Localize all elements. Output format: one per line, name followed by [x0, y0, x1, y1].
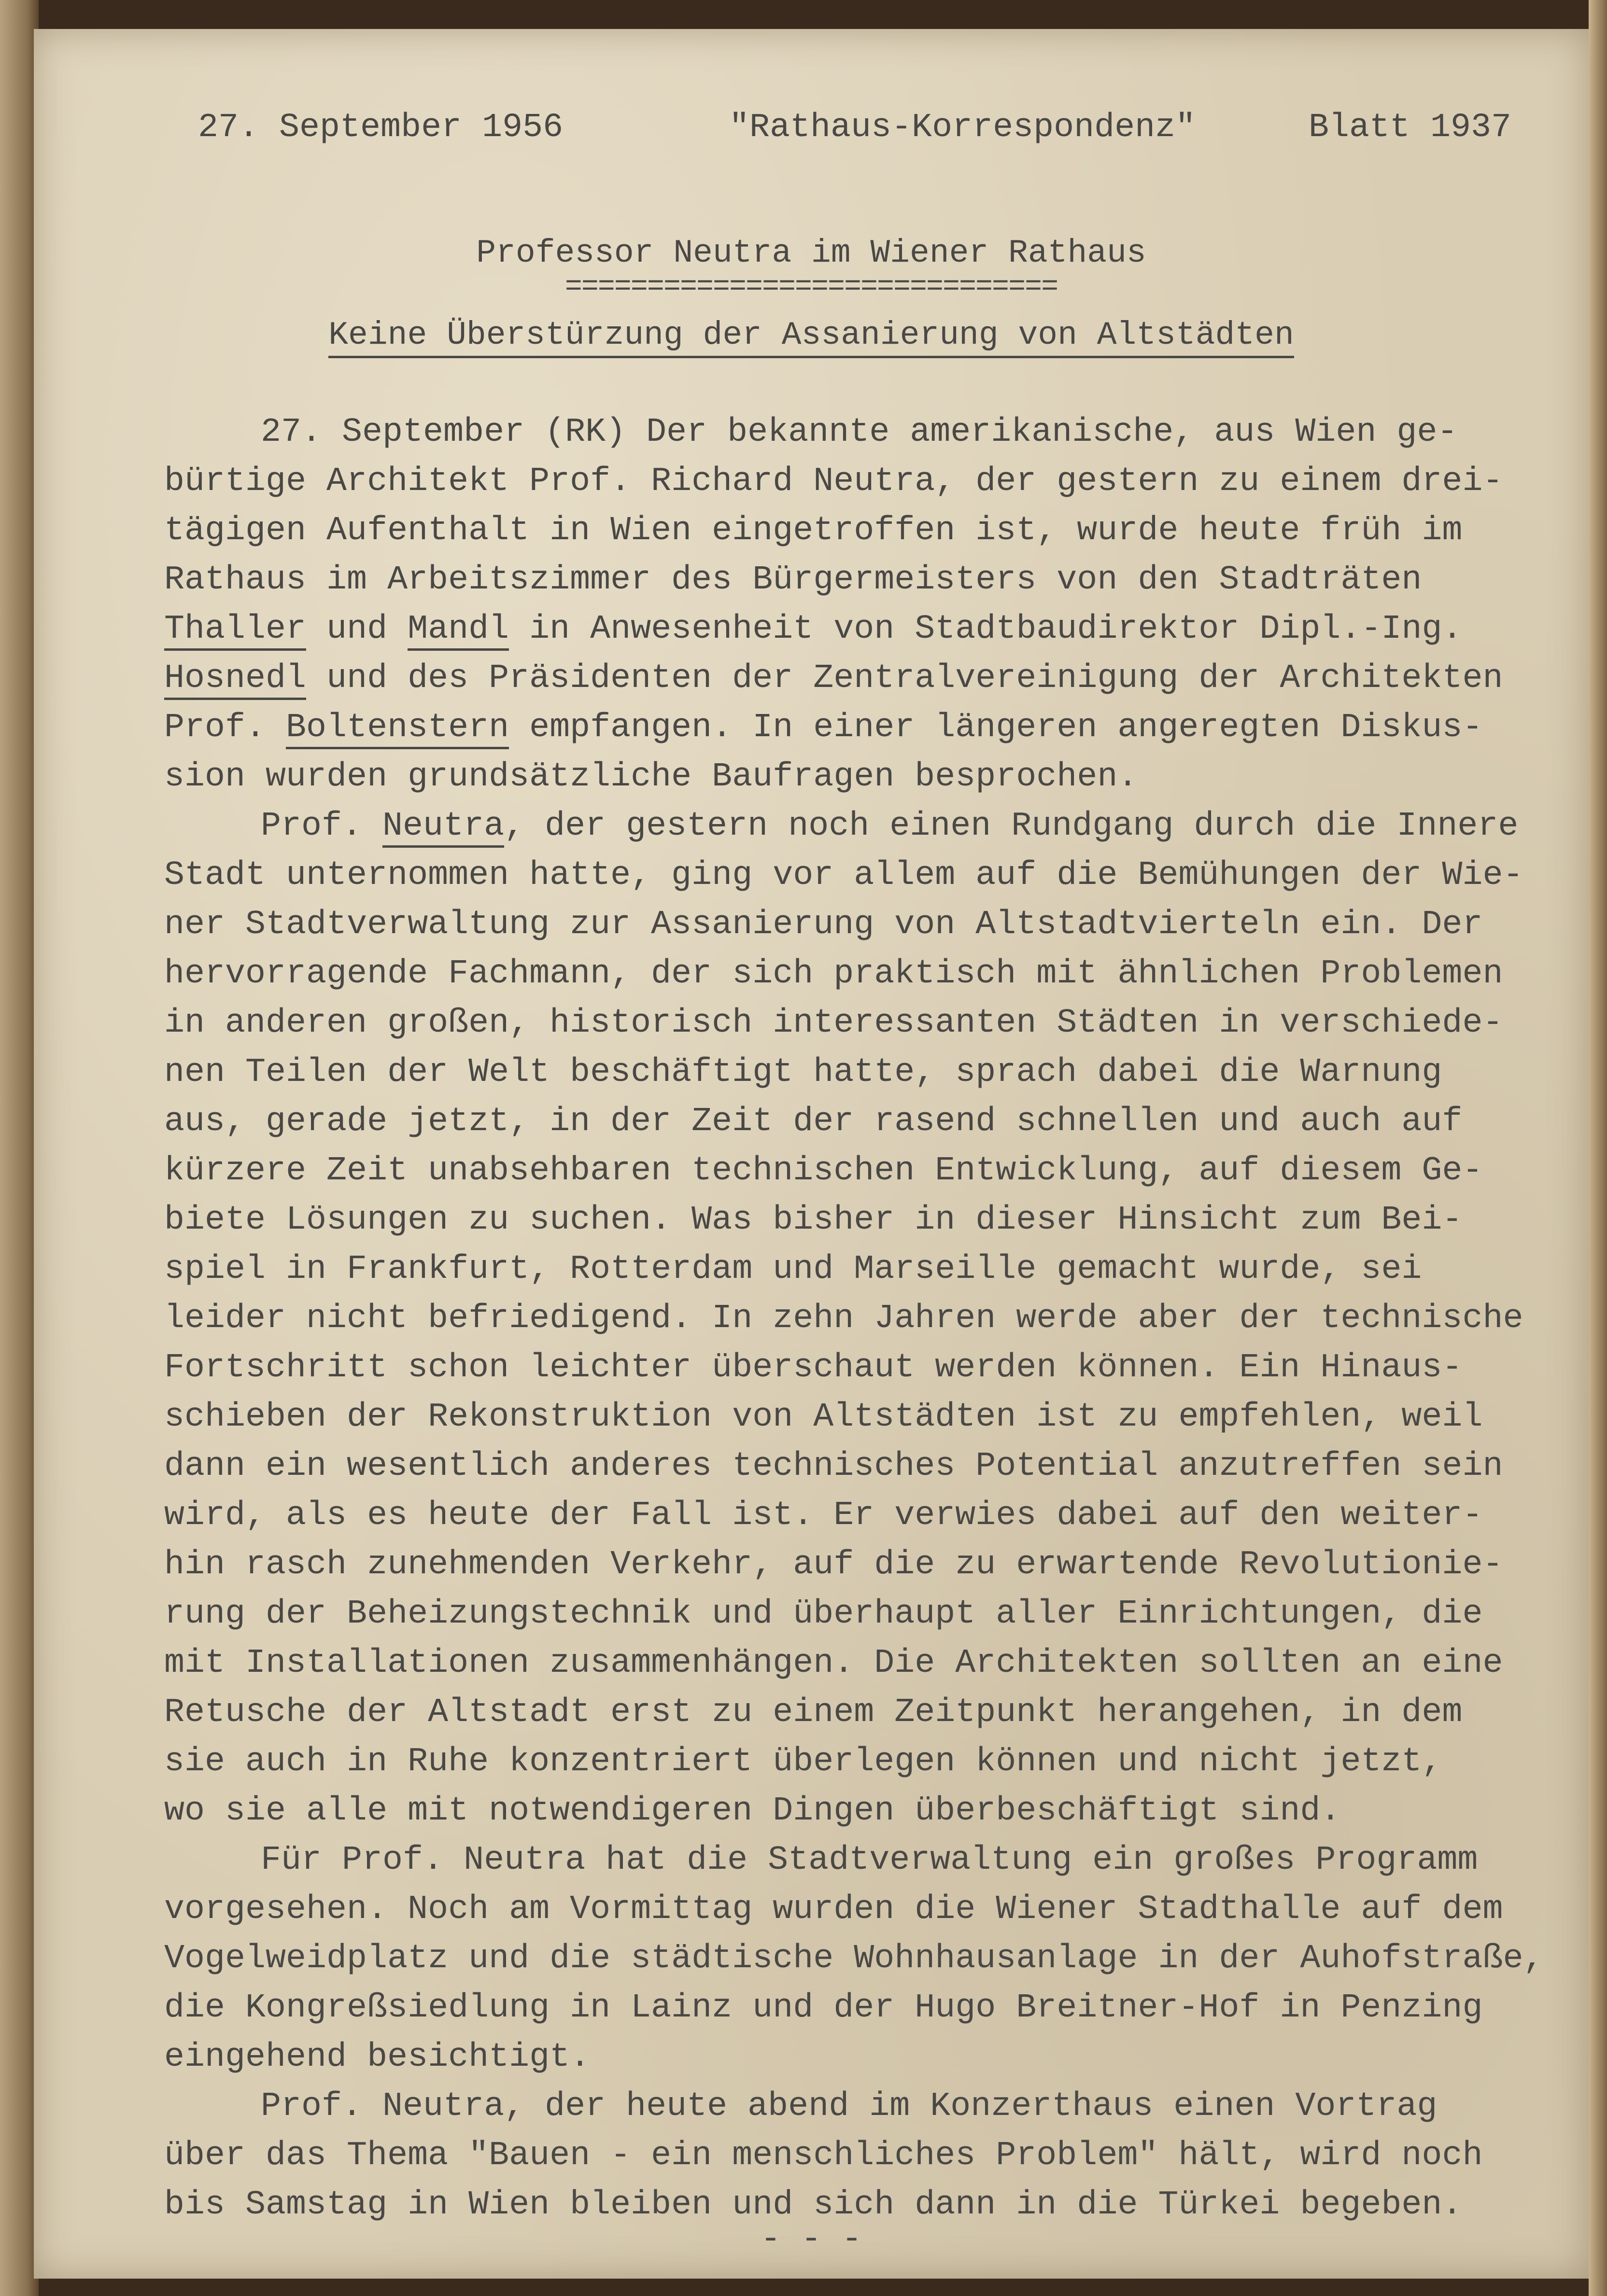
text-line	[164, 457, 1565, 506]
text-segment: Prof. Neutra, der heute abend im Konzerthaus einen Vortrag	[261, 2087, 1438, 2126]
text-segment: Rathaus im Arbeitszimmer des Bürgermeisters von den Stadträten	[164, 561, 1422, 599]
end-marker: - - -	[760, 2221, 862, 2259]
text-segment: sion wurden grundsätzliche Baufragen besprochen.	[164, 758, 1138, 796]
text-segment: , der gestern noch einen Rundgang durch die Innere	[504, 807, 1519, 845]
text-segment: aus, gerade jetzt, in der Zeit der rasend schnellen und auch auf	[164, 1103, 1463, 1141]
underlined-name: Hosnedl	[164, 659, 306, 700]
text-line	[164, 408, 1565, 457]
underlined-name: Neutra	[382, 807, 504, 848]
text-line	[164, 1984, 1565, 2033]
text-segment: in Anwesenheit von Stadtbaudirektor Dipl.-Ing.	[509, 610, 1463, 648]
text-segment: wird, als es heute der Fall ist. Er verwies dabei auf den weiter-	[164, 1497, 1483, 1535]
text-line	[164, 851, 1565, 900]
text-line	[164, 605, 1565, 654]
text-line	[164, 1097, 1565, 1147]
article-subtitle	[34, 314, 1589, 357]
text-line	[164, 1639, 1565, 1688]
text-segment: bis Samstag in Wien bleiben und sich dann in die Türkei begeben.	[164, 2186, 1463, 2224]
text-line	[164, 1540, 1565, 1590]
text-line	[164, 1344, 1565, 1393]
text-line	[164, 1491, 1565, 1540]
document-page	[34, 29, 1589, 2279]
text-segment: Fortschritt schon leichter überschaut werden können. Ein Hinaus-	[164, 1349, 1463, 1387]
text-segment: Retusche der Altstadt erst zu einem Zeitpunkt herangehen, in dem	[164, 1694, 1463, 1732]
text-line	[164, 999, 1565, 1048]
text-line	[164, 753, 1565, 802]
text-segment: und	[306, 610, 408, 648]
text-segment: biete Lösungen zu suchen. Was bisher in dieser Hinsicht zum Bei-	[164, 1201, 1463, 1239]
header-date: 27. September 1956	[198, 109, 564, 147]
title-double-underline: ==============================	[564, 271, 1058, 304]
text-line	[164, 1196, 1565, 1245]
header-publication: "Rathaus-Korrespondenz"	[729, 109, 1196, 147]
text-segment: tägigen Aufenthalt in Wien eingetroffen ist, wurde heute früh im	[164, 512, 1463, 550]
text-segment: in anderen großen, historisch interessanten Städten in verschiede-	[164, 1004, 1503, 1042]
text-line	[164, 1934, 1565, 1984]
article-subtitle-text: Keine Überstürzung der Assanierung von Altstädten	[328, 317, 1294, 358]
text-line	[164, 950, 1565, 999]
text-line	[164, 2033, 1565, 2082]
text-line	[164, 802, 1565, 851]
text-segment: hervorragende Fachmann, der sich praktisch mit ähnlichen Problemen	[164, 955, 1503, 993]
article-body	[164, 408, 1565, 2230]
text-line	[164, 1885, 1565, 1934]
text-segment: Prof.	[261, 807, 383, 845]
text-line	[164, 1787, 1565, 1836]
article-title: Professor Neutra im Wiener Rathaus	[476, 235, 1146, 272]
text-segment: ner Stadtverwaltung zur Assanierung von Altstadtvierteln ein. Der	[164, 906, 1483, 944]
text-segment: rung der Beheizungstechnik und überhaupt aller Einrichtungen, die	[164, 1595, 1483, 1633]
text-line	[164, 556, 1565, 605]
text-line	[164, 900, 1565, 950]
text-segment: schieben der Rekonstruktion von Altstädten ist zu empfehlen, weil	[164, 1398, 1483, 1436]
text-line	[164, 1590, 1565, 1639]
text-segment: nen Teilen der Welt beschäftigt hatte, sprach dabei die Warnung	[164, 1053, 1442, 1092]
text-line	[164, 654, 1565, 703]
text-line	[164, 1442, 1565, 1491]
text-segment: 27. September (RK) Der bekannte amerikanische, aus Wien ge-	[261, 413, 1458, 451]
text-segment: Prof.	[164, 709, 286, 747]
text-segment: spiel in Frankfurt, Rotterdam und Marseille gemacht wurde, sei	[164, 1250, 1422, 1288]
text-line	[164, 1393, 1565, 1442]
text-segment: Für Prof. Neutra hat die Stadtverwaltung ein großes Programm	[261, 1841, 1478, 1879]
text-segment: mit Installationen zusammenhängen. Die Architekten sollten an eine	[164, 1644, 1503, 1682]
text-line	[164, 1245, 1565, 1294]
text-line	[164, 1048, 1565, 1097]
text-segment: hin rasch zunehmenden Verkehr, auf die zu erwartende Revolutionie-	[164, 1546, 1503, 1584]
text-line	[164, 1147, 1565, 1196]
text-line	[164, 1737, 1565, 1787]
page-stack-edge	[1589, 0, 1607, 2296]
text-line	[164, 703, 1565, 753]
text-segment: dann ein wesentlich anderes technisches Potential anzutreffen sein	[164, 1447, 1503, 1485]
text-segment: kürzere Zeit unabsehbaren technischen Entwicklung, auf diesem Ge-	[164, 1152, 1483, 1190]
header-sheet-number: Blatt 1937	[1309, 109, 1512, 147]
text-segment: wo sie alle mit notwendigeren Dingen überbeschäftigt sind.	[164, 1792, 1341, 1830]
text-segment: bürtige Architekt Prof. Richard Neutra, der gestern zu einem drei-	[164, 462, 1503, 501]
text-segment: leider nicht befriedigend. In zehn Jahren werde aber der technische	[164, 1300, 1523, 1338]
underlined-name: Boltenstern	[286, 709, 509, 749]
text-segment: Stadt unternommen hatte, ging vor allem auf die Bemühungen der Wie-	[164, 856, 1523, 895]
text-line	[164, 2131, 1565, 2181]
text-segment: empfangen. In einer längeren angeregten Diskus-	[509, 709, 1483, 747]
underlined-name: Mandl	[408, 610, 509, 651]
text-line	[164, 1836, 1565, 1885]
text-line	[164, 506, 1565, 556]
text-segment: Vogelweidplatz und die städtische Wohnhausanlage in der Auhofstraße,	[164, 1940, 1544, 1978]
text-segment: sie auch in Ruhe konzentriert überlegen können und nicht jetzt,	[164, 1743, 1442, 1781]
text-segment: und des Präsidenten der Zentralvereinigung der Architekten	[306, 659, 1503, 698]
text-segment: über das Thema "Bauen - ein menschliches Problem" hält, wird noch	[164, 2137, 1483, 2175]
text-line	[164, 2082, 1565, 2131]
page-header	[164, 101, 1512, 154]
text-segment: eingehend besichtigt.	[164, 2038, 591, 2076]
adjacent-page-edge	[0, 0, 39, 2296]
text-line	[164, 1294, 1565, 1344]
text-segment: die Kongreßsiedlung in Lainz und der Hugo Breitner-Hof in Penzing	[164, 1989, 1483, 2027]
underlined-name: Thaller	[164, 610, 306, 651]
text-segment: vorgesehen. Noch am Vormittag wurden die Wiener Stadthalle auf dem	[164, 1890, 1503, 1929]
text-line	[164, 1688, 1565, 1737]
